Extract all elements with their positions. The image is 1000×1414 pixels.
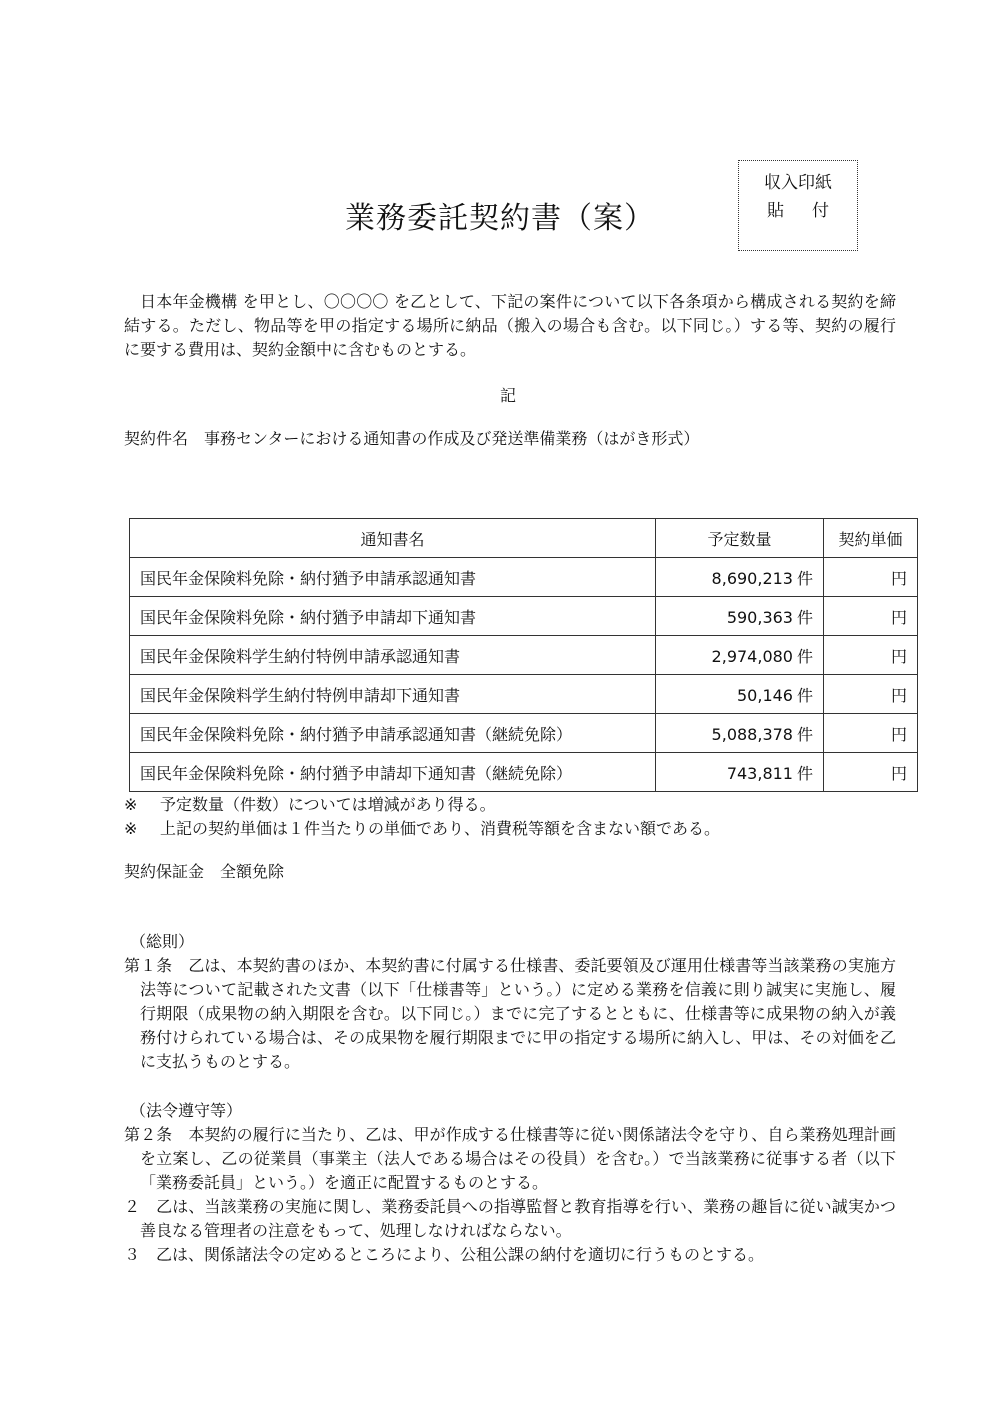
notice-name: 国民年金保険料免除・納付猶予申請却下通知書（継続免除） [130,753,656,792]
table-row [130,597,918,636]
header-unit-price: 契約単価 [824,519,918,558]
contract-subject-label: 契約件名 [124,429,189,448]
contract-articles [124,930,896,1267]
table-header-row [130,519,918,558]
section-heading-compliance: （法令遵守等） [130,1101,243,1120]
note-item: ※ 予定数量（件数）については増減があり得る。 [124,795,496,814]
article-2-clause-2: ２ 乙は、当該業務の実施に関し、業務委託員への指導監督と教育指導を行い、業務の趣旨に従い誠実かつ善良なる管理者の注意をもって、処理しなければならない。 [124,1197,896,1240]
notice-name: 国民年金保険料学生納付特例申請承認通知書 [130,636,656,675]
notice-name: 国民年金保険料免除・納付猶予申請承認通知書 [130,558,656,597]
header-notice-name: 通知書名 [130,519,656,558]
notice-name: 国民年金保険料免除・納付猶予申請却下通知書 [130,597,656,636]
table-row [130,558,918,597]
intro-paragraph: 日本年金機構 を甲とし、〇〇〇〇 を乙として、下記の案件について以下各条項から構成される契約を締結する。ただし、物品等を甲の指定する場所に納品（搬入の場合も含む。以下同じ。）する等、契約の履行に要する費用は、契約金額中に含むものとする。 [124,292,896,359]
contract-deposit [124,860,284,884]
unit-price: 円 [824,558,918,597]
unit-price: 円 [824,597,918,636]
article-2: 第２条 本契約の履行に当たり、乙は、甲が作成する仕様書等に従い関係諸法令を守り、自ら業務処理計画を立案し、乙の従業員（事業主（法人である場合はその役員）を含む。）で当該業務に従事する者（以下「業務委託員」という。）を適正に配置するものとする。 [124,1125,896,1192]
unit-price: 円 [824,714,918,753]
unit-price: 円 [824,636,918,675]
planned-quantity: 8,690,213 件 [656,558,824,597]
contract-deposit-label: 契約保証金 [124,862,205,881]
table-row [130,753,918,792]
article-2-clause-3: ３ 乙は、関係諸法令の定めるところにより、公租公課の納付を適切に行うものとする。 [124,1245,765,1264]
table-row [130,714,918,753]
note-item: ※ 上記の契約単価は１件当たりの単価であり、消費税等額を含まない額である。 [124,819,721,838]
table-row [130,675,918,714]
section-heading-general: （総則） [130,932,195,951]
stamp-label: 収入印紙 [764,173,832,193]
notice-name: 国民年金保険料学生納付特例申請却下通知書 [130,675,656,714]
contract-subject-value: 事務センターにおける通知書の作成及び発送準備業務（はがき形式） [204,429,700,448]
ki-heading: 記 [499,386,516,405]
planned-quantity: 2,974,080 件 [656,636,824,675]
document-title: 業務委託契約書（案） [345,201,655,236]
notice-name: 国民年金保険料免除・納付猶予申請承認通知書（継続免除） [130,714,656,753]
unit-price: 円 [824,675,918,714]
article-1: 第１条 乙は、本契約書のほか、本契約書に付属する仕様書、委託要領及び運用仕様書等当該業務の実施方法等について記載された文書（以下「仕様書等」という。）に定める業務を信義に則り誠実に実施し、履行期限（成果物の納入期限を含む。以下同じ。）までに完了するとともに、仕様書等に成果物の納入が義務付けられている場合は、その成果物を履行期限までに甲の指定する場所に納入し、甲は、その対価を乙に支払うものとする。 [124,956,896,1071]
header-planned-quantity: 予定数量 [656,519,824,558]
table-notes [124,793,720,841]
stamp-paste-label: 貼付 [767,201,857,221]
contract-deposit-value: 全額免除 [220,862,285,881]
contract-subject [124,428,699,450]
planned-quantity: 590,363 件 [656,597,824,636]
planned-quantity: 5,088,378 件 [656,714,824,753]
table-row [130,636,918,675]
planned-quantity: 50,146 件 [656,675,824,714]
unit-price: 円 [824,753,918,792]
planned-quantity: 743,811 件 [656,753,824,792]
notice-table [129,518,918,792]
